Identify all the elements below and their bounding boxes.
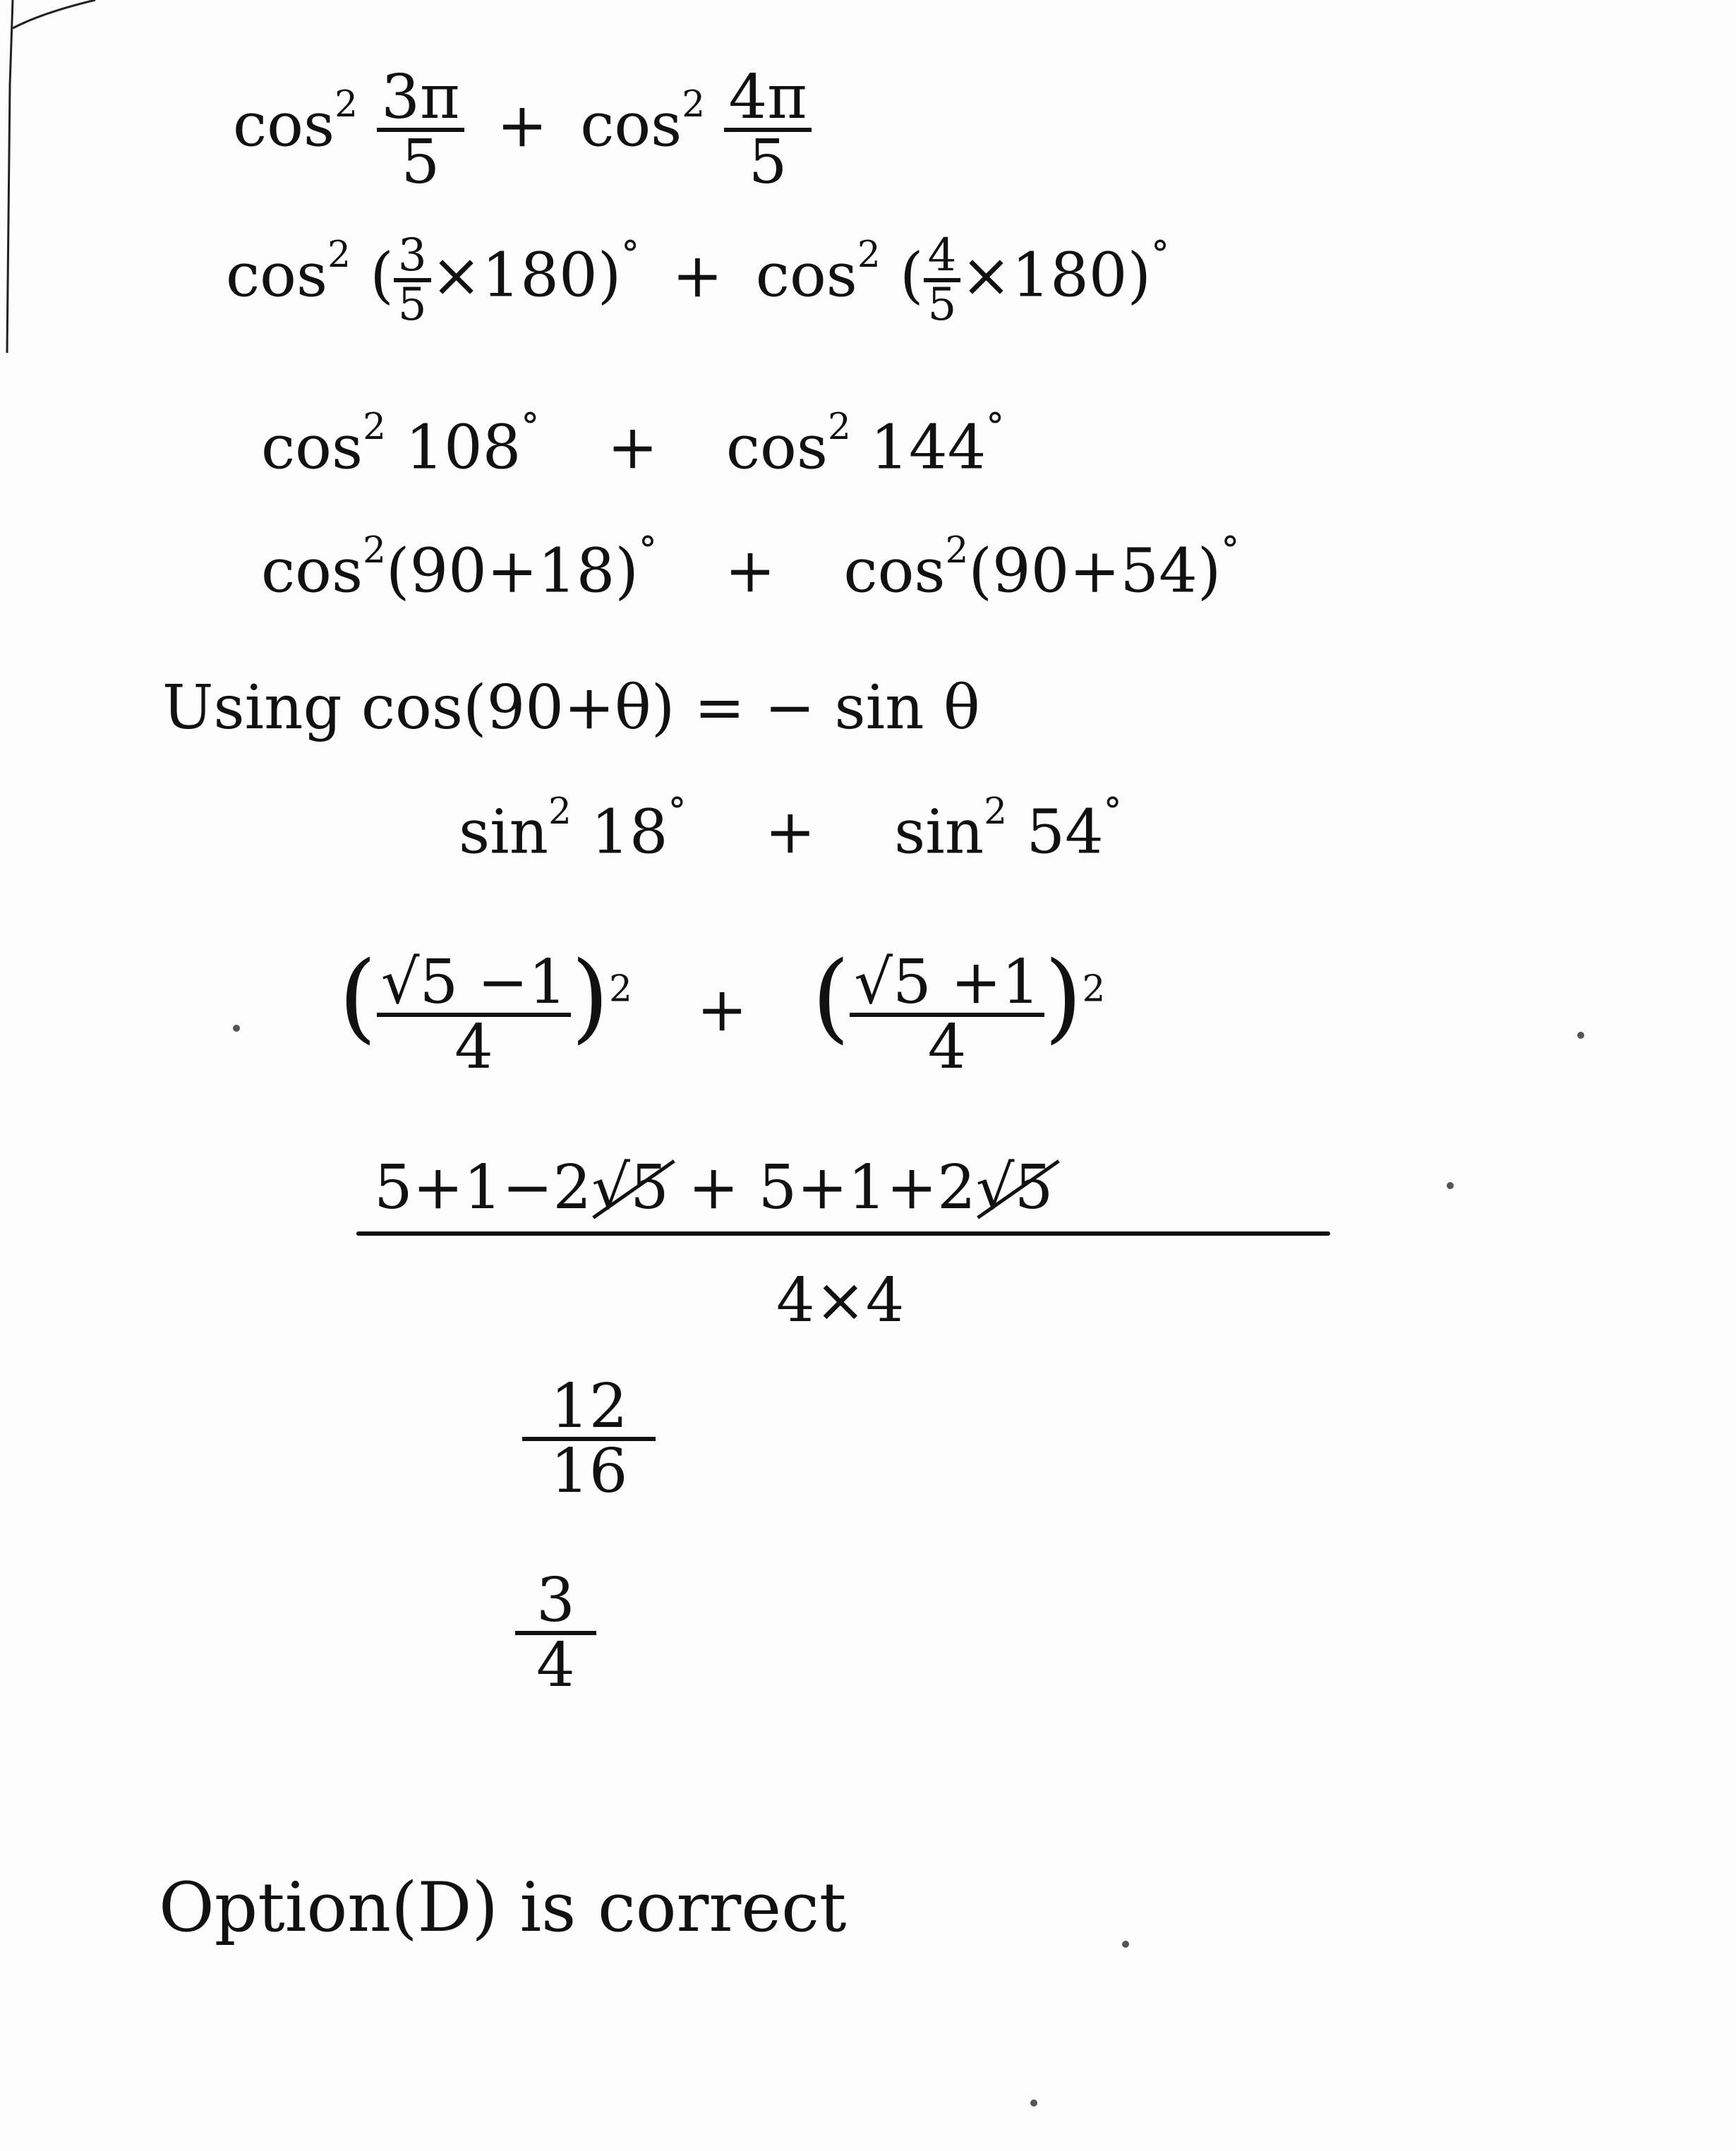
fraction (394, 229, 431, 331)
degree-sign: ° (621, 234, 640, 277)
plus-sign: + (672, 240, 723, 311)
combined-denominator: 4×4 (776, 1265, 905, 1336)
angle-value: 54 (1026, 797, 1104, 868)
angle-value: 108 (405, 412, 522, 483)
line-4-expression (261, 529, 1240, 607)
cos-term: cos (580, 90, 682, 161)
fraction (515, 1565, 596, 1701)
fraction (724, 62, 811, 198)
denominator: 5 (927, 279, 957, 331)
cos-term: cos (725, 412, 828, 483)
cos-term: cos (233, 90, 335, 161)
fraction (850, 946, 1044, 1083)
degree-sign: ° (1151, 234, 1169, 277)
plus-sign: + (607, 412, 658, 483)
cos-term: cos (755, 240, 857, 311)
angle-value: 18 (591, 797, 668, 868)
exponent: 2 (827, 406, 851, 448)
exponent: 2 (682, 83, 706, 126)
plus-sign: + (496, 90, 548, 161)
cos-term: cos (261, 412, 363, 483)
sin-term: sin (459, 797, 549, 868)
cos-term: cos (843, 536, 946, 607)
line-1-expression (233, 62, 812, 198)
stray-dot (233, 1025, 240, 1032)
degree-sign: ° (638, 529, 657, 572)
fraction (377, 946, 572, 1083)
exponent: 2 (548, 790, 572, 833)
denominator: 16 (550, 1436, 628, 1507)
cos-term: cos (261, 536, 363, 607)
numerator: 4 (924, 233, 961, 282)
numerator: 12 (522, 1376, 656, 1441)
angle-value: (90+18) (385, 536, 639, 607)
answer-statement: Option(D) is correct (159, 1868, 847, 1947)
open-paren: ( (339, 941, 377, 1054)
angle-value: (90+54) (968, 536, 1222, 607)
cancelled-root: √5 (975, 1152, 1054, 1223)
fraction-bar (356, 1231, 1330, 1236)
exponent: 2 (327, 234, 351, 277)
exponent: 2 (609, 968, 632, 1011)
denominator: 4 (536, 1630, 575, 1701)
fraction (924, 229, 961, 331)
exponent: 2 (984, 790, 1007, 833)
cos-term: cos (226, 240, 328, 311)
stray-dot (1447, 1182, 1454, 1189)
open-paren: ( (900, 240, 924, 311)
identity-note: Using cos(90+θ) = − sin θ (162, 673, 980, 743)
exponent: 2 (857, 234, 881, 277)
close-paren: ) (571, 941, 610, 1054)
numerator-part: 5+1−2 (374, 1152, 592, 1223)
multiplier: ×180) (960, 240, 1152, 311)
exponent: 2 (363, 406, 386, 448)
plus-sign: + (725, 536, 776, 607)
line-6-expression (459, 790, 1122, 868)
combined-numerator (374, 1152, 1054, 1223)
line-2-expression (226, 229, 1169, 331)
denominator: 5 (397, 279, 427, 331)
numerator-part: + 5+1+2 (668, 1152, 976, 1223)
numerator: √5 +1 (850, 952, 1044, 1017)
cancelled-root: √5 (591, 1152, 669, 1223)
plus-sign: + (697, 975, 748, 1045)
stray-dot (1122, 1941, 1129, 1948)
plus-sign: + (764, 797, 816, 868)
exponent: 2 (363, 529, 386, 572)
stray-dot (1577, 1032, 1584, 1039)
numerator: 3 (515, 1570, 596, 1635)
exponent: 2 (334, 83, 358, 126)
degree-sign: ° (1221, 529, 1240, 572)
open-paren: ( (812, 941, 850, 1054)
numerator: 4π (724, 67, 811, 132)
degree-sign: ° (1103, 790, 1122, 833)
denominator: 5 (748, 127, 788, 198)
degree-sign: ° (521, 406, 540, 448)
degree-sign: ° (668, 790, 687, 833)
denominator: 4 (927, 1011, 967, 1083)
fraction (377, 62, 464, 198)
fraction-3-4 (515, 1565, 596, 1701)
fraction (522, 1371, 656, 1507)
sin-term: sin (894, 797, 984, 868)
multiplier: ×180) (430, 240, 622, 311)
fraction-12-16 (522, 1371, 656, 1507)
denominator: 5 (401, 127, 440, 198)
denominator: 4 (454, 1011, 493, 1083)
numerator: 3 (394, 233, 431, 282)
numerator: √5 −1 (377, 952, 572, 1017)
open-paren: ( (370, 240, 394, 311)
page-edge-line (0, 0, 99, 353)
line-7-expression (339, 941, 1106, 1083)
angle-value: 144 (870, 412, 987, 483)
numerator: 3π (377, 67, 464, 132)
degree-sign: ° (986, 406, 1005, 448)
stray-dot (1030, 2099, 1037, 2107)
line-3-expression (261, 406, 1005, 483)
exponent: 2 (1082, 968, 1106, 1011)
close-paren: ) (1044, 941, 1083, 1054)
exponent: 2 (945, 529, 969, 572)
